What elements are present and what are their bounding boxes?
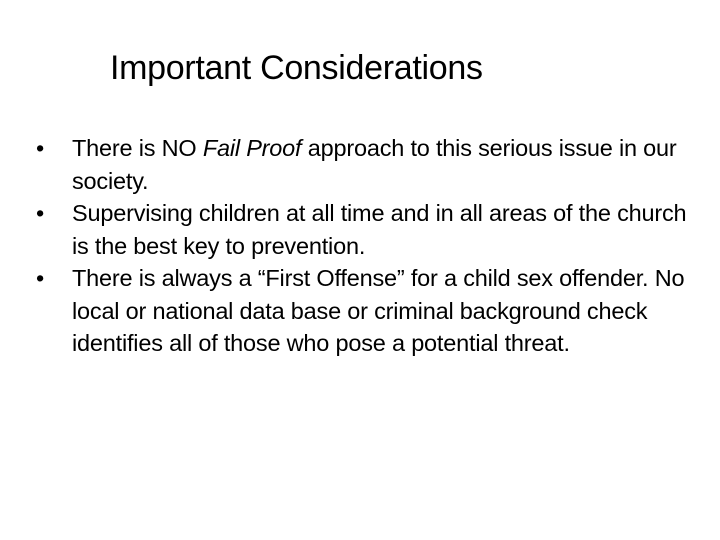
bullet-item [36,262,696,360]
bullet-dot-icon: • [36,135,45,161]
bullet-dot-icon: • [36,265,45,291]
bullet-item [36,197,696,262]
bullet-dot-icon: • [36,200,45,226]
bullet-text-after: approach to this serious issue in our society. [72,135,677,194]
slide-title: Important Considerations [110,49,483,87]
bullet-item [36,132,696,197]
bullet-list [36,132,696,360]
bullet-text: Supervising children at all time and in all areas of the church is the best key to prevention. [72,200,687,259]
bullet-text: There is always a “First Offense” for a child sex offender. No local or national data base or criminal background check identifies all of those who pose a potential threat. [72,265,685,356]
bullet-text-emphasis: Fail Proof [202,135,302,161]
bullet-text-before: There is NO [72,135,203,161]
